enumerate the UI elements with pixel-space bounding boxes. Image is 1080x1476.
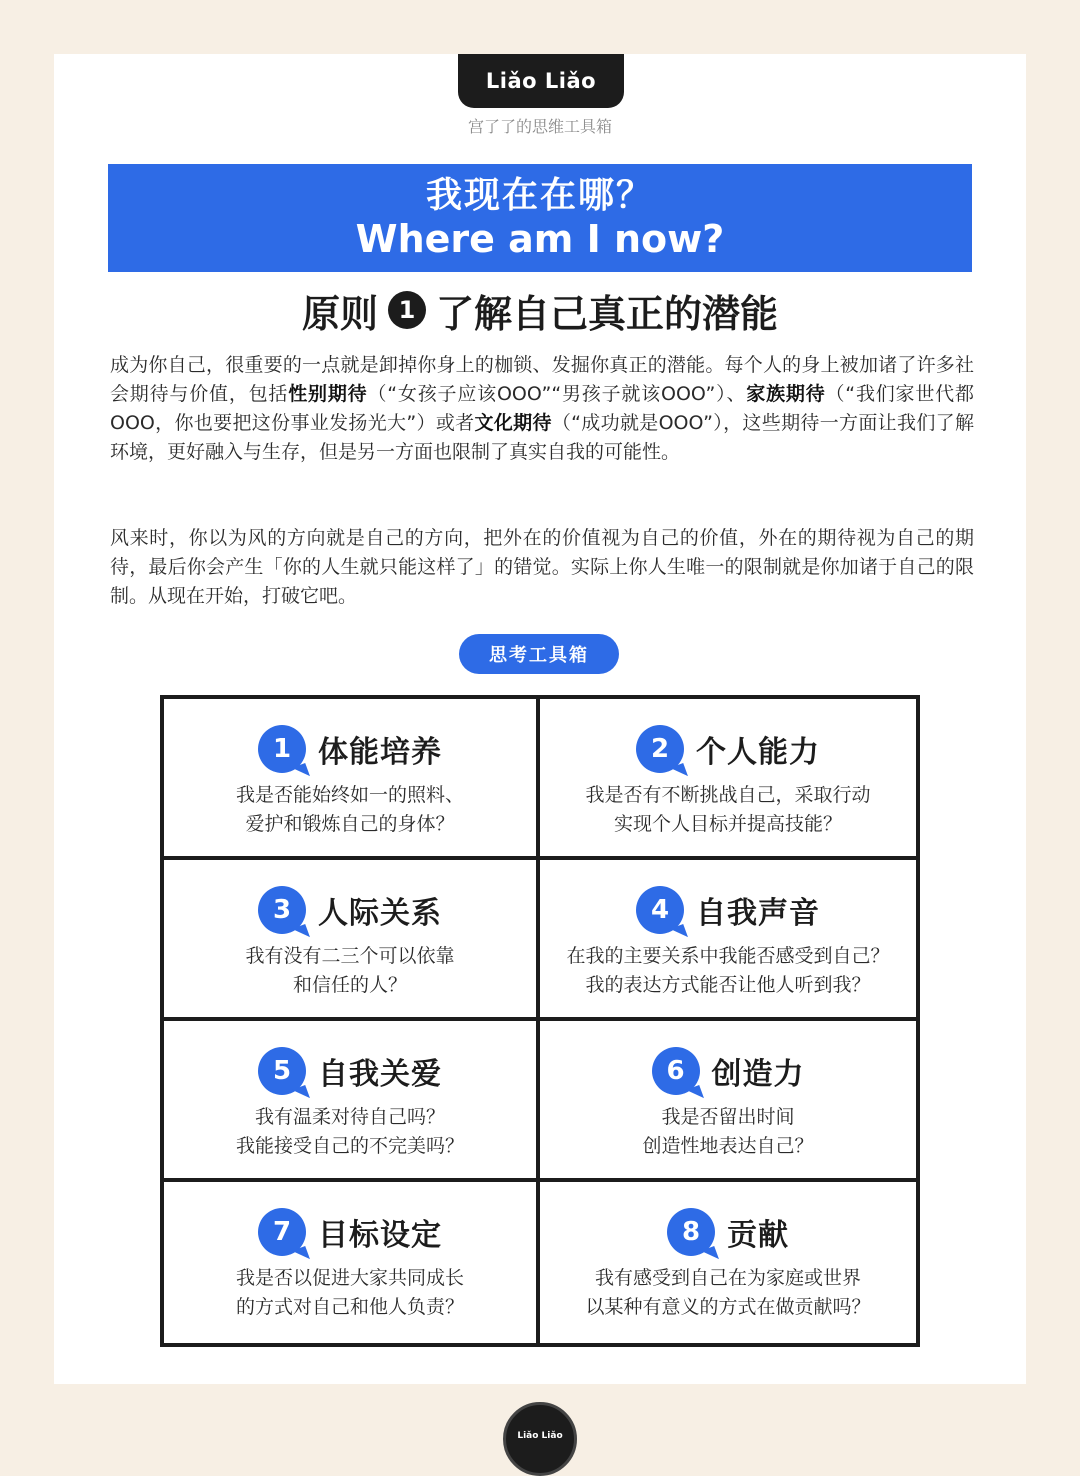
paragraph-text: （“成功就是OOO”），这些期待一方面让我们了解环境，更好融入与生存，但是另一方面也限制了真实自我的可能性。 [110,412,974,463]
second-paragraph: 风来时，你以为风的方向就是自己的方向，把外在的价值视为自己的价值，外在的期待视为自己的期待，最后你会产生「你的人生就只能这样了」的错觉。实际上你人生唯一的限制就是你加诸于自己的限制。从现在开始，打破它吧。 [110,527,974,607]
seal-text: Liǎo Liǎo [517,1431,563,1441]
cell-header [540,886,916,934]
desc-line: 我是否能始终如一的照料、 [235,784,464,806]
keyword-gender: 性别期待 [288,383,368,405]
cell-title: 目标设定 [318,1218,442,1253]
cell-description [550,1103,906,1161]
principle-heading [108,284,972,336]
cell-header [164,886,536,934]
principle-number-badge: 1 [388,291,426,329]
desc-line: 我是否有不断挑战自己，采取行动 [585,784,871,806]
toolbox-cell-3 [164,860,540,1021]
desc-line: 我是否留出时间 [661,1106,795,1128]
paragraph-text: （“女孩子应该OOO”“男孩子就该OOO”）、 [367,383,747,405]
title-banner [108,164,972,272]
cell-description [550,942,906,1000]
desc-line: 爱护和锻炼自己的身体？ [245,813,455,835]
desc-line: 实现个人目标并提高技能？ [613,813,842,835]
number-bubble-icon: 6 [652,1047,700,1095]
number-bubble-icon: 4 [636,886,684,934]
cell-title: 创造力 [711,1057,805,1092]
toolbox-cell-6 [540,1021,916,1182]
desc-line: 我能接受自己的不完美吗？ [235,1135,464,1157]
page-subtitle: 宫了了的思维工具箱 [467,117,612,136]
number-bubble-icon: 3 [258,886,306,934]
cell-title: 自我关爱 [318,1057,442,1092]
principle-prefix: 原则 [301,291,378,336]
number-bubble-icon: 8 [667,1208,715,1256]
cell-description [174,942,526,1000]
cell-header [164,1047,536,1095]
cell-header [540,725,916,773]
keyword-culture: 文化期待 [474,412,552,434]
banner-title-en: Where am I now? [355,217,725,261]
number-bubble-icon: 1 [258,725,306,773]
desc-line: 和信任的人？ [292,974,407,996]
cell-header [540,1047,916,1095]
desc-line: 我是否以促进大家共同成长 [235,1267,464,1289]
logo-tab [458,54,624,108]
cell-description [174,781,526,839]
keyword-family: 家族期待 [746,383,826,405]
toolbox-grid [160,695,920,1347]
desc-line: 以某种有意义的方式在做贡献吗？ [585,1296,871,1318]
number-bubble-icon: 7 [258,1208,306,1256]
paragraph-text: 成为你自己，很重要的一点就是卸掉你身上的枷锁、发掘你真正的潜能。每个人的身上被加诸了许多社会期待与价值，包括 [110,354,974,405]
toolbox-cell-7 [164,1182,540,1343]
toolbox-cell-5 [164,1021,540,1182]
cell-header [164,725,536,773]
cell-title: 自我声音 [696,896,820,931]
desc-line: 在我的主要关系中我能否感受到自己？ [566,945,890,967]
brand-seal [503,1402,577,1476]
desc-line: 我的表达方式能否让他人听到我？ [585,974,871,996]
cell-title: 人际关系 [318,896,442,931]
number-bubble-icon: 2 [636,725,684,773]
intro-paragraph [110,351,974,467]
paragraph-text: （“我们家世代都OOO，你也要把这份事业发扬光大”）或者 [110,383,974,434]
banner-title-cn: 我现在在哪？ [425,175,654,216]
cell-description [174,1103,526,1161]
desc-line: 的方式对自己和他人负责？ [235,1296,464,1318]
cell-description [550,1264,906,1322]
desc-line: 我有没有二三个可以依靠 [245,945,455,967]
brand-logo: Liǎo Liǎo [485,69,597,93]
number-bubble-icon: 5 [258,1047,306,1095]
cell-header [164,1208,536,1256]
desc-line: 我有温柔对待自己吗？ [254,1106,445,1128]
cell-header [540,1208,916,1256]
desc-line: 创造性地表达自己？ [642,1135,814,1157]
cell-title: 贡献 [727,1218,789,1253]
toolbox-cell-2 [540,699,916,860]
toolbox-cell-8 [540,1182,916,1343]
desc-line: 我有感受到自己在为家庭或世界 [594,1267,861,1289]
toolbox-cell-1 [164,699,540,860]
cell-title: 体能培养 [318,735,442,770]
principle-title: 了解自己真正的潜能 [436,291,779,336]
cell-title: 个人能力 [696,735,820,770]
toolbox-label: 思考工具箱 [459,634,619,674]
cell-description [174,1264,526,1322]
toolbox-cell-4 [540,860,916,1021]
cell-description [550,781,906,839]
